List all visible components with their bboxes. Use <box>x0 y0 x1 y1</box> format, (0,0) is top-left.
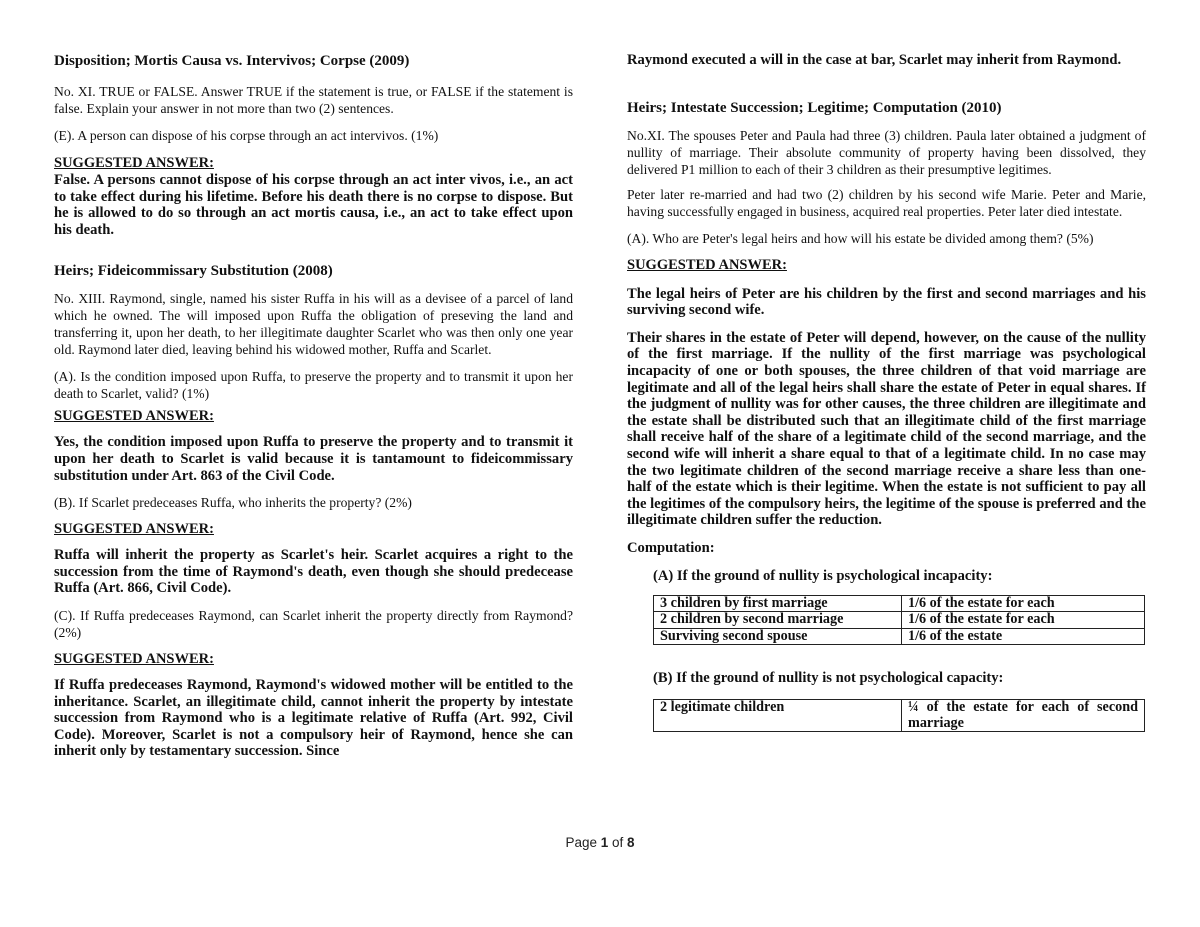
question-text: No. XI. TRUE or FALSE. Answer TRUE if the statement is true, or FALSE if the statement is false. Explain your answer in not more than two (2) sentences. <box>54 84 573 116</box>
suggested-answer-label: SUGGESTED ANSWER: <box>54 408 214 425</box>
computation-case-b: (B) If the ground of nullity is not psychological capacity: <box>653 670 1004 687</box>
computation-label: Computation: <box>627 539 715 556</box>
suggested-answer-label: SUGGESTED ANSWER: <box>54 650 214 667</box>
question-text: No.XI. The spouses Peter and Paula had three (3) children. Paula later obtained a judgment of nullity of marriage. Their absolute community of property having been dissolved, they delivered P1 million to each of their 3 children as their presumptive legitimes. <box>627 127 1146 177</box>
answer-text: False. A persons cannot dispose of his corpse through an act inter vivos, i.e., an act to take effect during his lifetime. Before his death there is no corpse to dispose. But he is allowed to do so through an act mortis causa, i.e., an act to take effect upon his death. <box>54 172 573 238</box>
table-cell: 1/6 of the estate for each <box>902 612 1145 628</box>
page-footer <box>0 835 1200 850</box>
computation-table-a <box>653 595 1145 645</box>
question-text: Peter later re-married and had two (2) children by his second wife Marie. Peter and Marie, having successfully engaged in business, acquired real properties. Peter later died intestate. <box>627 186 1146 219</box>
table-cell: 2 children by second marriage <box>654 612 902 628</box>
answer-text: If Ruffa predeceases Raymond, Raymond's widowed mother will be entitled to the inheritance. Scarlet, an illegitimate child, cannot inherit the property by intestate succession from Raymond who is a legitimate relative of Ruffa (Art. 992, Civil Code). Moreover, Scarlet is not a compulsory heir of Raymond, hence she can inherit only by testamentary succession. Since <box>54 676 573 760</box>
table-cell: 3 children by first marriage <box>654 595 902 611</box>
question-item: (C). If Ruffa predeceases Raymond, can Scarlet inherit the property directly from Raymond? (2%) <box>54 607 573 640</box>
total-pages-number: 8 <box>627 835 635 850</box>
table-cell: Surviving second spouse <box>654 628 902 644</box>
suggested-answer-label: SUGGESTED ANSWER: <box>54 521 214 538</box>
section-heading: Disposition; Mortis Causa vs. Intervivos; Corpse (2009) <box>54 53 410 69</box>
question-item: (A). Who are Peter's legal heirs and how will his estate be divided among them? (5%) <box>627 230 1094 246</box>
table-row <box>654 700 1145 732</box>
table-cell: 2 legitimate children <box>654 700 902 732</box>
table-cell: ¼ of the estate for each of second marriage <box>902 700 1145 732</box>
answer-text: Their shares in the estate of Peter will depend, however, on the cause of the nullity of the first marriage. If the nullity of the first marriage was psychological incapacity of one or both spouses, the three children of that void marriage are legitimate and all of the legal heirs shall share the estate of Peter in equal shares. If the judgment of nullity was for other causes, the three children are illegitimate and the estate shall be distributed such that an illegitimate child of the first marriage shall receive half of the share of a legitimate child of the second marriage, and the second wife will inherit a share equal to that of a legitimate child. In no case may the two legitimate children of the second marriage receive a share less than one-half of the estate which is their legitime. When the estate is not sufficient to pay all the legitimes of the compulsory heirs, the legitime of the spouse is preferred and the illegitimate children suffer the reduction. <box>627 329 1146 529</box>
table-cell: 1/6 of the estate <box>902 628 1145 644</box>
current-page-number: 1 <box>600 835 609 850</box>
question-text: No. XIII. Raymond, single, named his sister Ruffa in his will as a devisee of a parcel of land which he owned. The will imposed upon Ruffa the obligation of preseving the land and transferring it, upon her death, to her illegitimate daughter Scarlet who was then only one year old. Raymond later died, leaving behind his widowed mother, Ruffa and Scarlet. <box>54 291 573 358</box>
computation-case-a: (A) If the ground of nullity is psychological incapacity: <box>653 567 993 584</box>
table-row <box>654 595 1145 611</box>
answer-text: The legal heirs of Peter are his children by the first and second marriages and his surviving second wife. <box>627 285 1146 319</box>
question-item: (A). Is the condition imposed upon Ruffa, to preserve the property and to transmit it upon her death to Scarlet, valid? (1%) <box>54 369 573 402</box>
question-item: (B). If Scarlet predeceases Ruffa, who inherits the property? (2%) <box>54 495 412 511</box>
right-column <box>627 52 1146 732</box>
page-label: Page <box>565 835 601 850</box>
answer-continuation: Raymond executed a will in the case at bar, Scarlet may inherit from Raymond. <box>627 52 1122 68</box>
suggested-answer-label: SUGGESTED ANSWER: <box>54 155 214 171</box>
section-heading: Heirs; Fideicommissary Substitution (2008) <box>54 263 333 280</box>
suggested-answer-label: SUGGESTED ANSWER: <box>627 256 787 273</box>
answer-text: Yes, the condition imposed upon Ruffa to preserve the property and to transmit it upon her death to Scarlet is valid because it is tantamount to fideicommissary substitution under Art. 863 of the Civil Code. <box>54 434 573 484</box>
question-item: (E). A person can dispose of his corpse through an act intervivos. (1%) <box>54 128 439 143</box>
table-row <box>654 628 1145 644</box>
table-cell: 1/6 of the estate for each <box>902 595 1145 611</box>
section-heading: Heirs; Intestate Succession; Legitime; Computation (2010) <box>627 99 1002 116</box>
left-column <box>54 52 573 760</box>
page-of-label: of <box>608 835 628 850</box>
computation-table-b <box>653 699 1145 732</box>
answer-text: Ruffa will inherit the property as Scarlet's heir. Scarlet acquires a right to the succession from the time of Raymond's death, even though she should predecease Ruffa (Art. 866, Civil Code). <box>54 547 573 597</box>
table-row <box>654 612 1145 628</box>
